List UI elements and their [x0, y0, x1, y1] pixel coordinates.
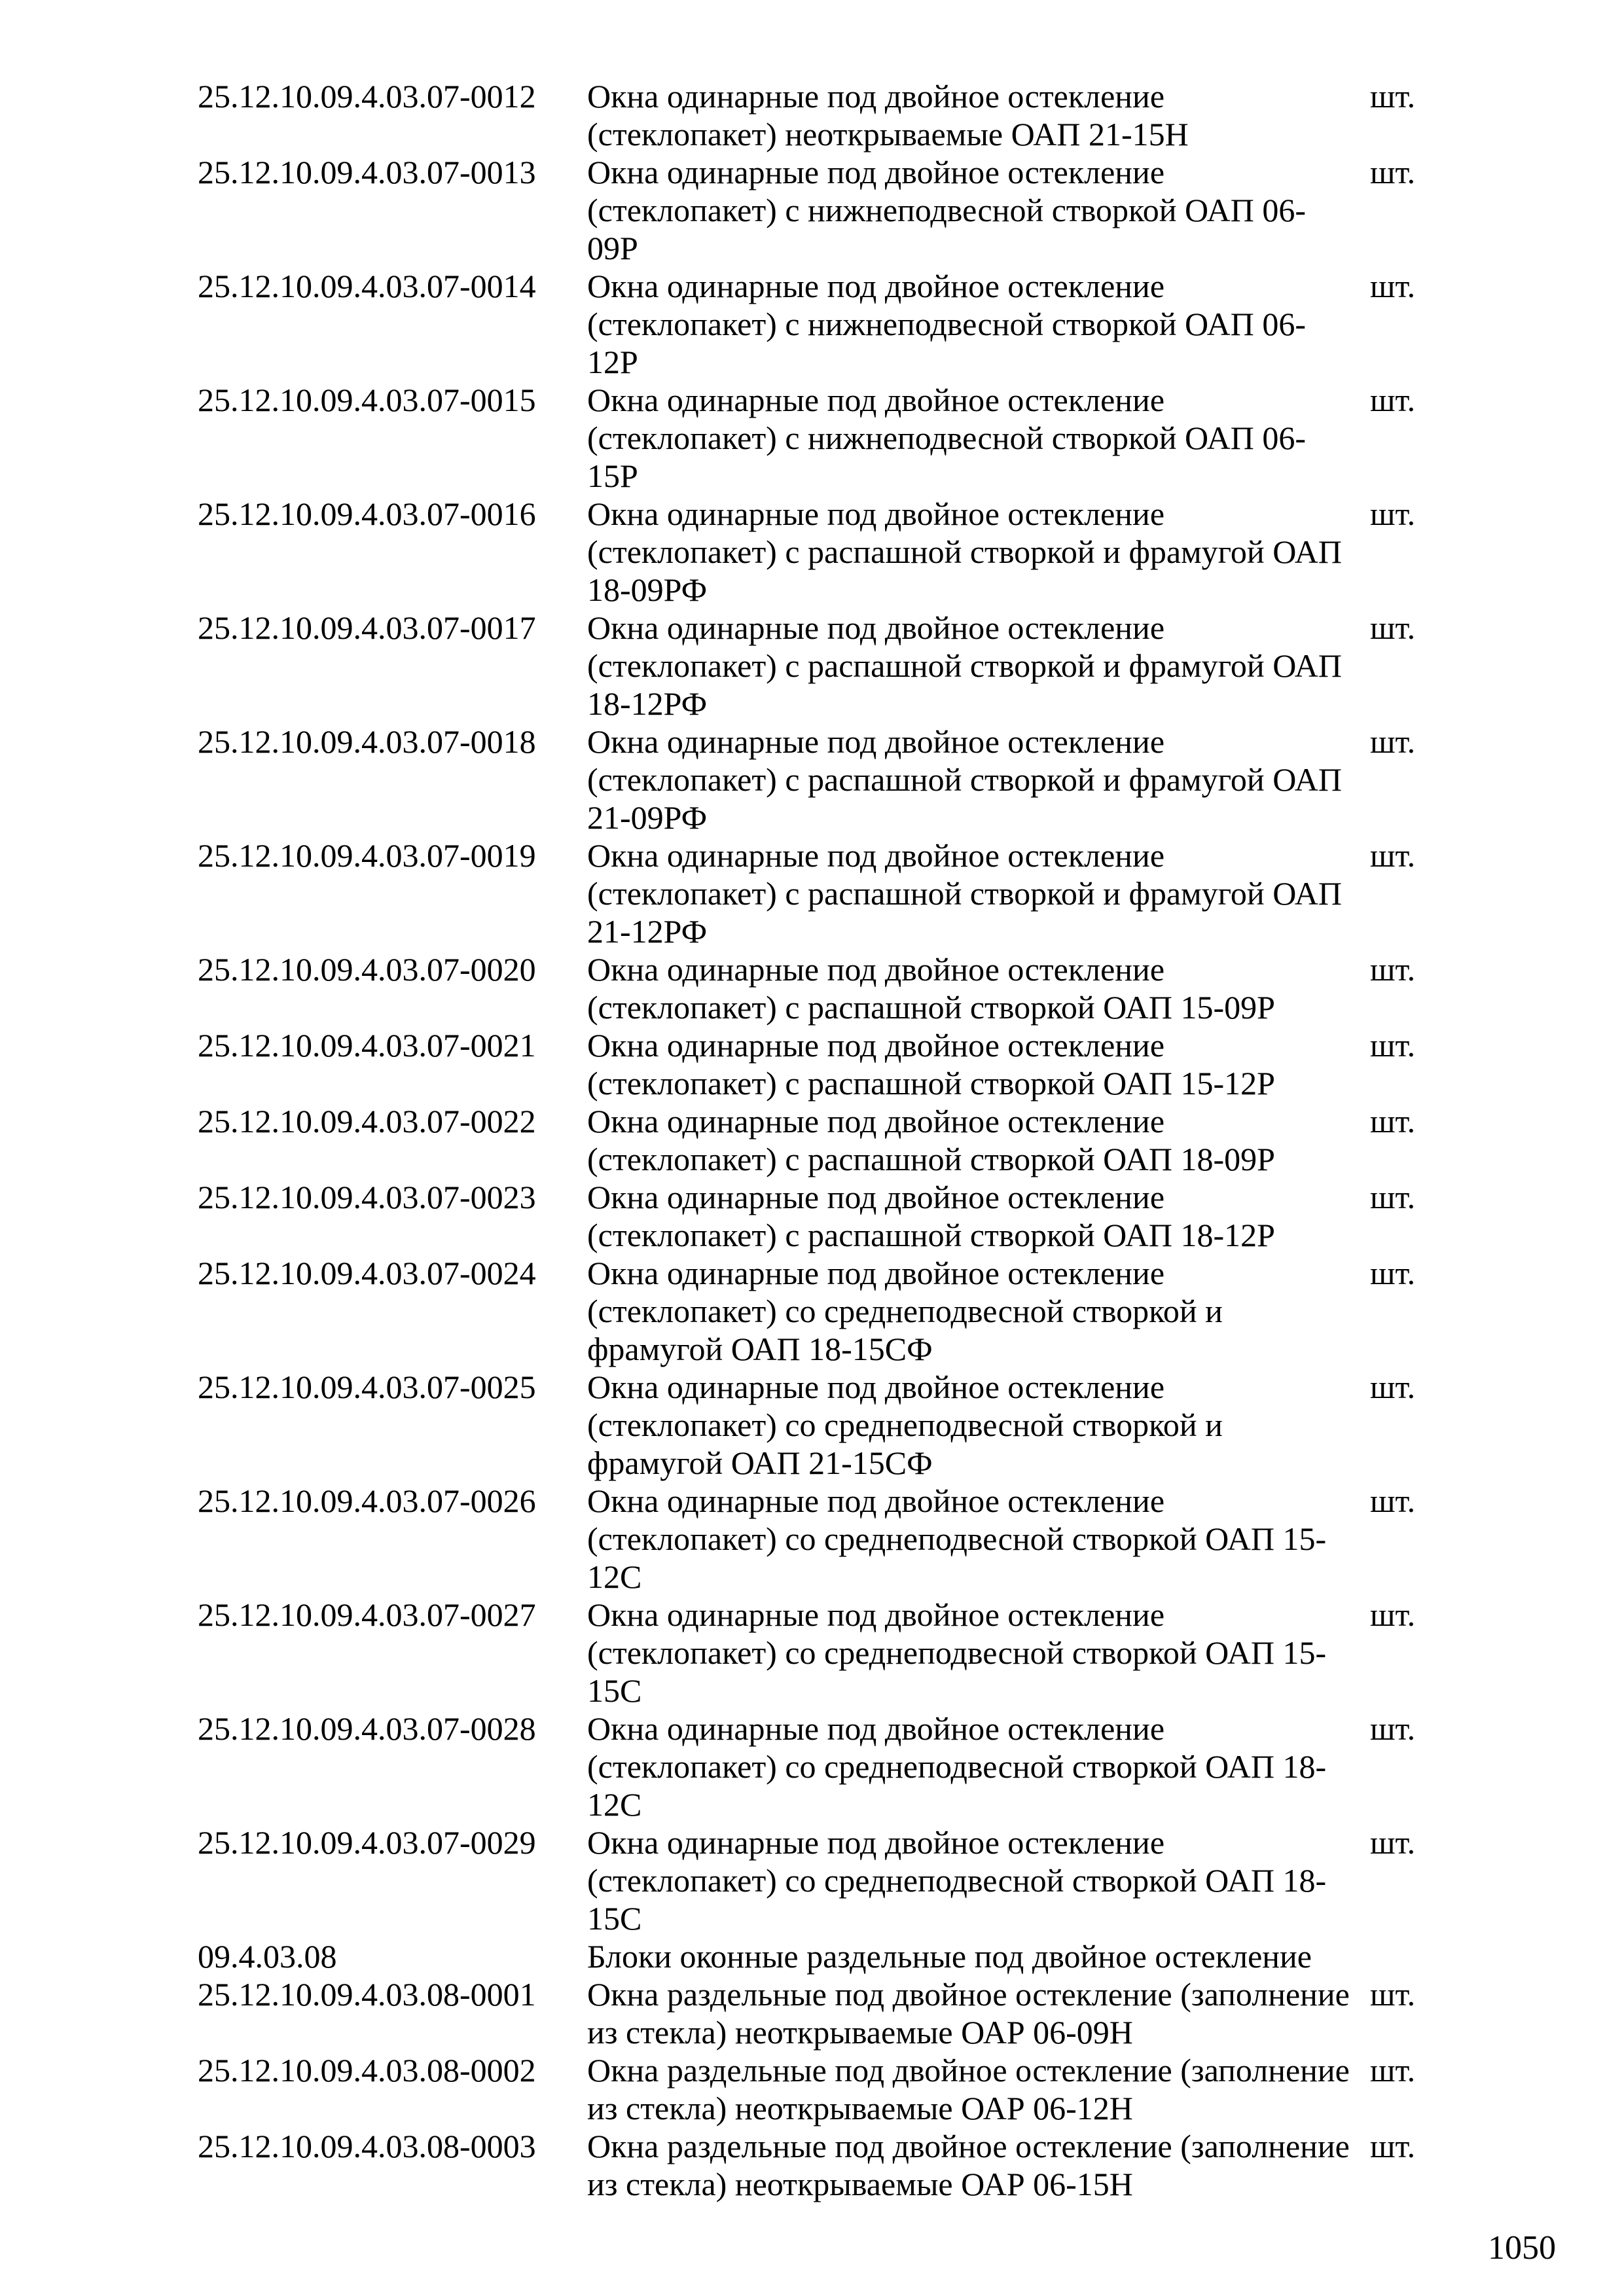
- item-code: 25.12.10.09.4.03.07-0015: [198, 382, 536, 418]
- description-line: из стекла) неоткрываемые ОАР 06-15Н: [587, 2166, 1133, 2202]
- item-unit: шт.: [1370, 1369, 1416, 1405]
- description-line: (стеклопакет) со среднеподвесной створкой ОАП 18-: [587, 1748, 1327, 1785]
- item-description: [587, 1254, 1365, 1368]
- item-code: 25.12.10.09.4.03.07-0027: [198, 1596, 536, 1633]
- item-code: 25.12.10.09.4.03.07-0019: [198, 837, 536, 874]
- item-code: 25.12.10.09.4.03.07-0012: [198, 78, 536, 115]
- item-code: 25.12.10.09.4.03.07-0022: [198, 1103, 536, 1139]
- item-code: 25.12.10.09.4.03.07-0020: [198, 951, 536, 988]
- item-description: [587, 1596, 1365, 1710]
- item-description: [587, 836, 1365, 950]
- item-unit: шт.: [1370, 1976, 1416, 2013]
- item-unit: шт.: [1370, 609, 1416, 646]
- item-unit: шт.: [1370, 1482, 1416, 1519]
- description-line: Окна одинарные под двойное остекление: [587, 723, 1165, 760]
- description-line: 12Р: [587, 344, 638, 380]
- table-row: [198, 1254, 1441, 1368]
- item-unit: шт.: [1370, 2128, 1416, 2164]
- table-row: [198, 1482, 1441, 1596]
- item-description: [587, 950, 1365, 1026]
- table-row: [198, 836, 1441, 950]
- item-description: [587, 609, 1365, 723]
- table-row: [198, 1368, 1441, 1482]
- item-code: 25.12.10.09.4.03.08-0001: [198, 1976, 536, 2013]
- item-unit: шт.: [1370, 1179, 1416, 1215]
- description-line: Окна раздельные под двойное остекление (заполнение: [587, 2128, 1350, 2164]
- description-line: (стеклопакет) с распашной створкой ОАП 15-12Р: [587, 1065, 1275, 1102]
- item-unit: шт.: [1370, 837, 1416, 874]
- item-description: [587, 1937, 1365, 1975]
- description-line: 18-12РФ: [587, 685, 708, 722]
- table-row: [198, 2051, 1441, 2127]
- item-unit: шт.: [1370, 1103, 1416, 1139]
- table-row: [198, 723, 1441, 836]
- description-line: Окна одинарные под двойное остекление: [587, 495, 1165, 532]
- description-line: (стеклопакет) со среднеподвесной створкой и: [587, 1293, 1223, 1329]
- description-line: 18-09РФ: [587, 571, 708, 608]
- table-row: [198, 1102, 1441, 1178]
- description-line: Окна одинарные под двойное остекление: [587, 268, 1165, 304]
- item-code: 25.12.10.09.4.03.07-0024: [198, 1255, 536, 1291]
- page-number: 1050: [1488, 2229, 1556, 2267]
- description-line: из стекла) неоткрываемые ОАР 06-09Н: [587, 2014, 1133, 2051]
- description-line: (стеклопакет) с распашной створкой и фрамугой ОАП: [587, 533, 1343, 570]
- description-line: Окна одинарные под двойное остекление: [587, 951, 1165, 988]
- table-row: [198, 77, 1441, 153]
- item-unit: шт.: [1370, 382, 1416, 418]
- description-line: 21-12РФ: [587, 913, 708, 950]
- description-line: 09Р: [587, 230, 638, 266]
- description-line: Окна одинарные под двойное остекление: [587, 1027, 1165, 1064]
- table-row: [198, 1710, 1441, 1823]
- item-unit: шт.: [1370, 1824, 1416, 1861]
- item-code: 25.12.10.09.4.03.07-0029: [198, 1824, 536, 1861]
- table-row: [198, 1823, 1441, 1937]
- item-code: 25.12.10.09.4.03.07-0021: [198, 1027, 536, 1064]
- item-unit: шт.: [1370, 1710, 1416, 1747]
- description-line: Окна одинарные под двойное остекление: [587, 837, 1165, 874]
- description-line: Окна одинарные под двойное остекление: [587, 1710, 1165, 1747]
- description-line: (стеклопакет) с нижнеподвесной створкой ОАП 06-: [587, 306, 1307, 342]
- description-line: (стеклопакет) с распашной створкой и фрамугой ОАП: [587, 875, 1343, 912]
- description-line: Блоки оконные раздельные под двойное остекление: [587, 1938, 1312, 1975]
- description-line: Окна одинарные под двойное остекление: [587, 1369, 1165, 1405]
- description-line: (стеклопакет) с нижнеподвесной створкой ОАП 06-: [587, 420, 1307, 456]
- table-row: [198, 1937, 1441, 1975]
- table-row: [198, 950, 1441, 1026]
- item-description: [587, 495, 1365, 609]
- description-line: Окна одинарные под двойное остекление: [587, 1255, 1165, 1291]
- item-description: [587, 1482, 1365, 1596]
- description-line: Окна раздельные под двойное остекление (заполнение: [587, 2052, 1350, 2089]
- table-row: [198, 495, 1441, 609]
- item-code: 25.12.10.09.4.03.08-0003: [198, 2128, 536, 2164]
- description-line: (стеклопакет) со среднеподвесной створкой ОАП 18-: [587, 1862, 1327, 1899]
- description-line: (стеклопакет) с распашной створкой и фрамугой ОАП: [587, 647, 1343, 684]
- table-row: [198, 1178, 1441, 1254]
- description-line: 12С: [587, 1786, 642, 1823]
- item-unit: шт.: [1370, 495, 1416, 532]
- description-line: (стеклопакет) с распашной створкой ОАП 15-09Р: [587, 989, 1275, 1026]
- item-description: [587, 1026, 1365, 1102]
- item-unit: шт.: [1370, 1596, 1416, 1633]
- table-row: [198, 609, 1441, 723]
- description-line: Окна одинарные под двойное остекление: [587, 1482, 1165, 1519]
- item-description: [587, 1975, 1365, 2051]
- item-code: 25.12.10.09.4.03.07-0016: [198, 495, 536, 532]
- item-description: [587, 1710, 1365, 1823]
- table-row: [198, 1975, 1441, 2051]
- description-line: 15С: [587, 1672, 642, 1709]
- item-description: [587, 2051, 1365, 2127]
- item-description: [587, 2127, 1365, 2203]
- description-line: (стеклопакет) со среднеподвесной створкой и: [587, 1407, 1223, 1443]
- description-line: фрамугой ОАП 18-15СФ: [587, 1331, 933, 1367]
- item-unit: шт.: [1370, 951, 1416, 988]
- item-code: 25.12.10.09.4.03.07-0014: [198, 268, 536, 304]
- description-line: (стеклопакет) со среднеподвесной створкой ОАП 15-: [587, 1520, 1327, 1557]
- description-line: (стеклопакет) с распашной створкой и фрамугой ОАП: [587, 761, 1343, 798]
- item-code: 25.12.10.09.4.03.07-0023: [198, 1179, 536, 1215]
- item-code: 25.12.10.09.4.03.08-0002: [198, 2052, 536, 2089]
- description-line: 15С: [587, 1900, 642, 1937]
- item-unit: шт.: [1370, 1255, 1416, 1291]
- table-row: [198, 153, 1441, 267]
- description-line: 15Р: [587, 457, 638, 494]
- description-line: Окна одинарные под двойное остекление: [587, 154, 1165, 190]
- item-description: [587, 77, 1365, 153]
- item-description: [587, 267, 1365, 381]
- item-description: [587, 723, 1365, 836]
- table-row: [198, 381, 1441, 495]
- description-line: Окна одинарные под двойное остекление: [587, 609, 1165, 646]
- description-line: фрамугой ОАП 21-15СФ: [587, 1444, 933, 1481]
- item-code: 25.12.10.09.4.03.07-0018: [198, 723, 536, 760]
- description-line: Окна одинарные под двойное остекление: [587, 382, 1165, 418]
- item-code: 25.12.10.09.4.03.07-0025: [198, 1369, 536, 1405]
- item-unit: шт.: [1370, 268, 1416, 304]
- item-code: 09.4.03.08: [198, 1938, 337, 1975]
- item-code: 25.12.10.09.4.03.07-0013: [198, 154, 536, 190]
- description-line: 12С: [587, 1558, 642, 1595]
- item-description: [587, 1823, 1365, 1937]
- item-description: [587, 381, 1365, 495]
- description-line: 21-09РФ: [587, 799, 708, 836]
- item-unit: шт.: [1370, 723, 1416, 760]
- item-unit: шт.: [1370, 1027, 1416, 1064]
- description-line: Окна одинарные под двойное остекление: [587, 1596, 1165, 1633]
- description-line: (стеклопакет) со среднеподвесной створкой ОАП 15-: [587, 1634, 1327, 1671]
- description-line: (стеклопакет) неоткрываемые ОАП 21-15Н: [587, 116, 1189, 152]
- price-list-table: [198, 77, 1441, 2203]
- description-line: Окна одинарные под двойное остекление: [587, 1824, 1165, 1861]
- description-line: Окна раздельные под двойное остекление (заполнение: [587, 1976, 1350, 2013]
- description-line: (стеклопакет) с распашной створкой ОАП 18-12Р: [587, 1217, 1275, 1253]
- item-description: [587, 153, 1365, 267]
- table-row: [198, 2127, 1441, 2203]
- description-line: из стекла) неоткрываемые ОАР 06-12Н: [587, 2090, 1133, 2126]
- description-line: Окна одинарные под двойное остекление: [587, 78, 1165, 115]
- table-row: [198, 1596, 1441, 1710]
- table-row: [198, 1026, 1441, 1102]
- item-unit: шт.: [1370, 154, 1416, 190]
- item-description: [587, 1368, 1365, 1482]
- item-code: 25.12.10.09.4.03.07-0017: [198, 609, 536, 646]
- item-description: [587, 1102, 1365, 1178]
- table-row: [198, 267, 1441, 381]
- item-code: 25.12.10.09.4.03.07-0028: [198, 1710, 536, 1747]
- item-unit: шт.: [1370, 2052, 1416, 2089]
- description-line: Окна одинарные под двойное остекление: [587, 1103, 1165, 1139]
- description-line: (стеклопакет) с нижнеподвесной створкой ОАП 06-: [587, 192, 1307, 228]
- item-unit: шт.: [1370, 78, 1416, 115]
- description-line: Окна одинарные под двойное остекление: [587, 1179, 1165, 1215]
- item-description: [587, 1178, 1365, 1254]
- description-line: (стеклопакет) с распашной створкой ОАП 18-09Р: [587, 1141, 1275, 1177]
- item-code: 25.12.10.09.4.03.07-0026: [198, 1482, 536, 1519]
